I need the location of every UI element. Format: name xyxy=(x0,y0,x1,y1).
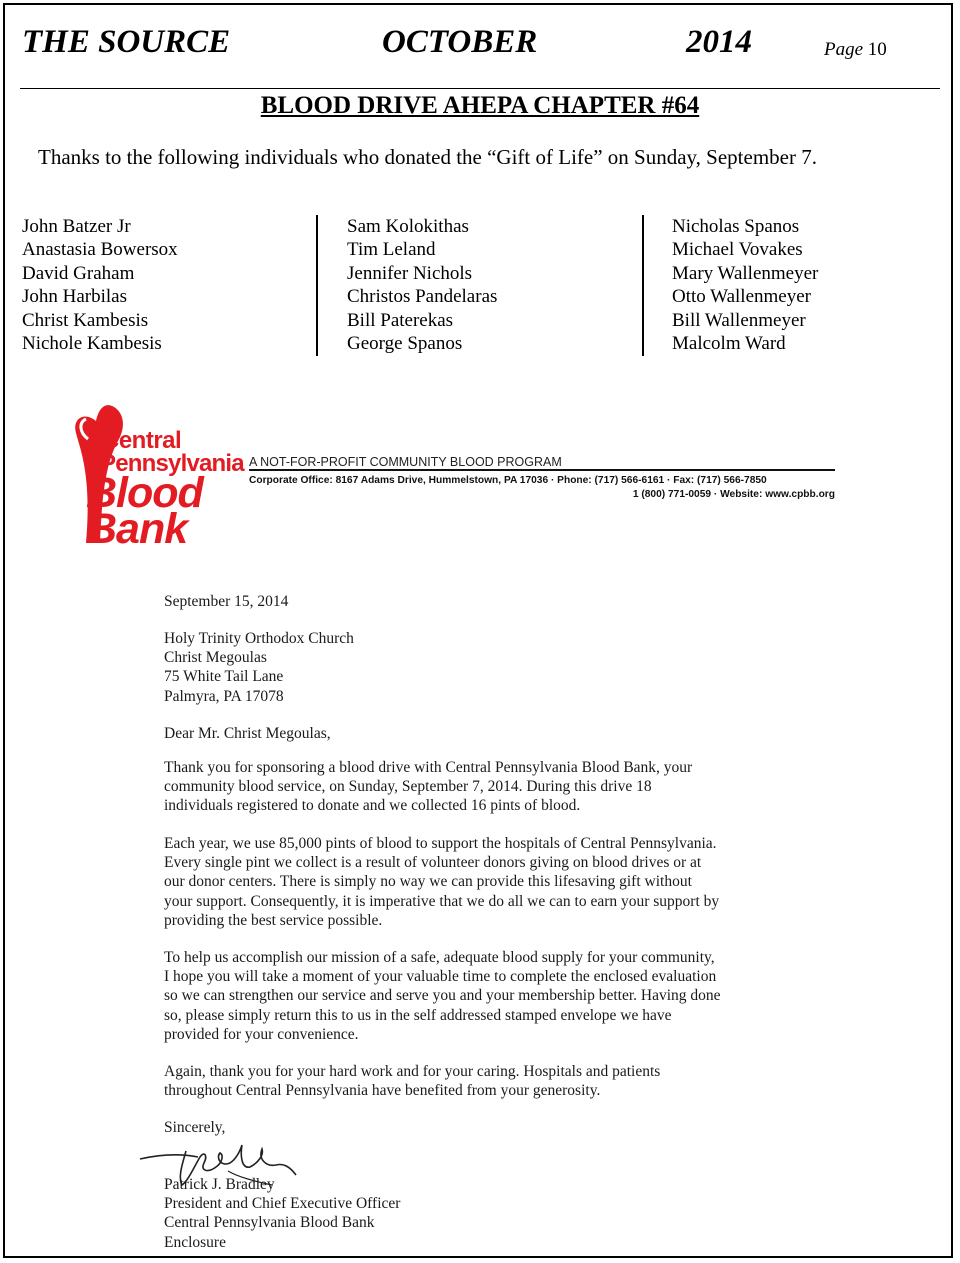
page-indicator xyxy=(824,30,887,70)
column-divider xyxy=(316,215,318,356)
signer-organization: Central Pennsylvania Blood Bank xyxy=(164,1214,375,1232)
enclosure-note: Enclosure xyxy=(164,1233,226,1251)
paragraph-line: individuals registered to donate and we collected 16 pints of blood. xyxy=(164,797,581,815)
page-header xyxy=(0,22,960,66)
paragraph-line: providing the best service possible. xyxy=(164,911,383,929)
donor-name: Christos Pandelaras xyxy=(347,286,498,308)
letter-paragraph xyxy=(164,834,719,930)
letterhead-rule xyxy=(249,469,835,471)
logo-text-blood: Blood xyxy=(86,469,203,517)
donor-name: Nichole Kambesis xyxy=(22,333,162,355)
donor-column-3 xyxy=(672,215,818,355)
recipient-address xyxy=(164,629,354,706)
paragraph-line: throughout Central Pennsylvania have benefited from your generosity. xyxy=(164,1082,601,1100)
issue-month: OCTOBER xyxy=(382,24,538,60)
donor-name: Tim Leland xyxy=(347,239,436,261)
issue-year: 2014 xyxy=(686,24,752,60)
letter-paragraph xyxy=(164,758,692,816)
thanks-line: Thanks to the following individuals who donated the “Gift of Life” on Sunday, September 7. xyxy=(38,145,817,169)
donor-name: Anastasia Bowersox xyxy=(22,239,178,261)
donor-name: Mary Wallenmeyer xyxy=(672,262,819,284)
page-label: Page xyxy=(824,39,864,60)
page-number: 10 xyxy=(867,39,887,60)
donor-name: Michael Vovakes xyxy=(672,239,803,261)
signature-block xyxy=(164,1175,400,1252)
donor-name: John Harbilas xyxy=(22,286,128,308)
corporate-contact: Corporate Office: 8167 Adams Drive, Hummelstown, PA 17036 · Phone: (717) 566-6161 · Fax: (717) 566-7850 xyxy=(249,475,767,486)
program-tagline: A NOT-FOR-PROFIT COMMUNITY BLOOD PROGRAM xyxy=(249,455,562,469)
letter-date: September 15, 2014 xyxy=(164,593,289,610)
paragraph-line: our donor centers. There is simply no way we can provide this lifesaving gift without xyxy=(164,873,692,891)
donor-name: David Graham xyxy=(22,262,135,284)
donor-name: Sam Kolokithas xyxy=(347,216,469,237)
paragraph-line: I hope you will take a moment of your valuable time to complete the enclosed evaluation xyxy=(164,968,717,986)
paragraph-line: provided for your convenience. xyxy=(164,1025,359,1043)
donor-column-2 xyxy=(347,215,497,355)
donor-name: Otto Wallenmeyer xyxy=(672,286,811,308)
paragraph-line: To help us accomplish our mission of a safe, adequate blood supply for your community, xyxy=(164,949,715,966)
donor-name: John Batzer Jr xyxy=(22,216,131,237)
letter-paragraph xyxy=(164,948,721,1044)
donor-name: Christ Kambesis xyxy=(22,309,149,331)
donor-name: Bill Paterekas xyxy=(347,309,454,331)
address-line: Christ Megoulas xyxy=(164,649,267,667)
address-line: 75 White Tail Lane xyxy=(164,668,284,686)
donor-name: Bill Wallenmeyer xyxy=(672,309,806,331)
logo-text-pennsylvania: Pennsylvania xyxy=(100,450,244,477)
paragraph-line: Again, thank you for your hard work and for your caring. Hospitals and patients xyxy=(164,1063,661,1080)
paragraph-line: your support. Consequently, it is imperative that we do all we can to earn your support by xyxy=(164,892,720,910)
toll-free-website: 1 (800) 771-0059 · Website: www.cpbb.org xyxy=(632,489,835,500)
address-line: Palmyra, PA 17078 xyxy=(164,687,284,705)
paragraph-line: Thank you for sponsoring a blood drive with Central Pennsylvania Blood Bank, your xyxy=(164,759,693,776)
paragraph-line: so we can strengthen our service and serve you and your membership better. Having done xyxy=(164,987,721,1005)
paragraph-line: community blood service, on Sunday, September 7, 2014. During this drive 18 xyxy=(164,778,652,796)
publication-name: THE SOURCE xyxy=(22,24,231,60)
logo-text-bank: Bank xyxy=(86,505,188,553)
paragraph-line: Each year, we use 85,000 pints of blood to support the hospitals of Central Pennsylvania. xyxy=(164,835,717,852)
paragraph-line: so, please simply return this to us in the self addressed stamped envelope we have xyxy=(164,1006,672,1024)
donor-name: Jennifer Nichols xyxy=(347,262,473,284)
closing: Sincerely, xyxy=(164,1119,226,1136)
donor-name: Malcolm Ward xyxy=(672,333,786,355)
address-line: Holy Trinity Orthodox Church xyxy=(164,630,354,647)
letter-paragraph xyxy=(164,1062,660,1100)
donor-list xyxy=(0,215,960,360)
salutation: Dear Mr. Christ Megoulas, xyxy=(164,725,331,742)
logo-text-central: Central xyxy=(102,427,182,454)
signer-title: President and Chief Executive Officer xyxy=(164,1195,401,1213)
donor-name: George Spanos xyxy=(347,333,463,355)
header-rule xyxy=(20,88,940,89)
article-title: BLOOD DRIVE AHEPA CHAPTER #64 xyxy=(260,92,700,119)
paragraph-line: Every single pint we collect is a result of volunteer donors giving on blood drives or at xyxy=(164,854,702,872)
donor-name: Nicholas Spanos xyxy=(672,216,800,237)
column-divider xyxy=(642,215,644,356)
donor-column-1 xyxy=(22,215,178,355)
signer-name: Patrick J. Bradley xyxy=(164,1176,275,1193)
